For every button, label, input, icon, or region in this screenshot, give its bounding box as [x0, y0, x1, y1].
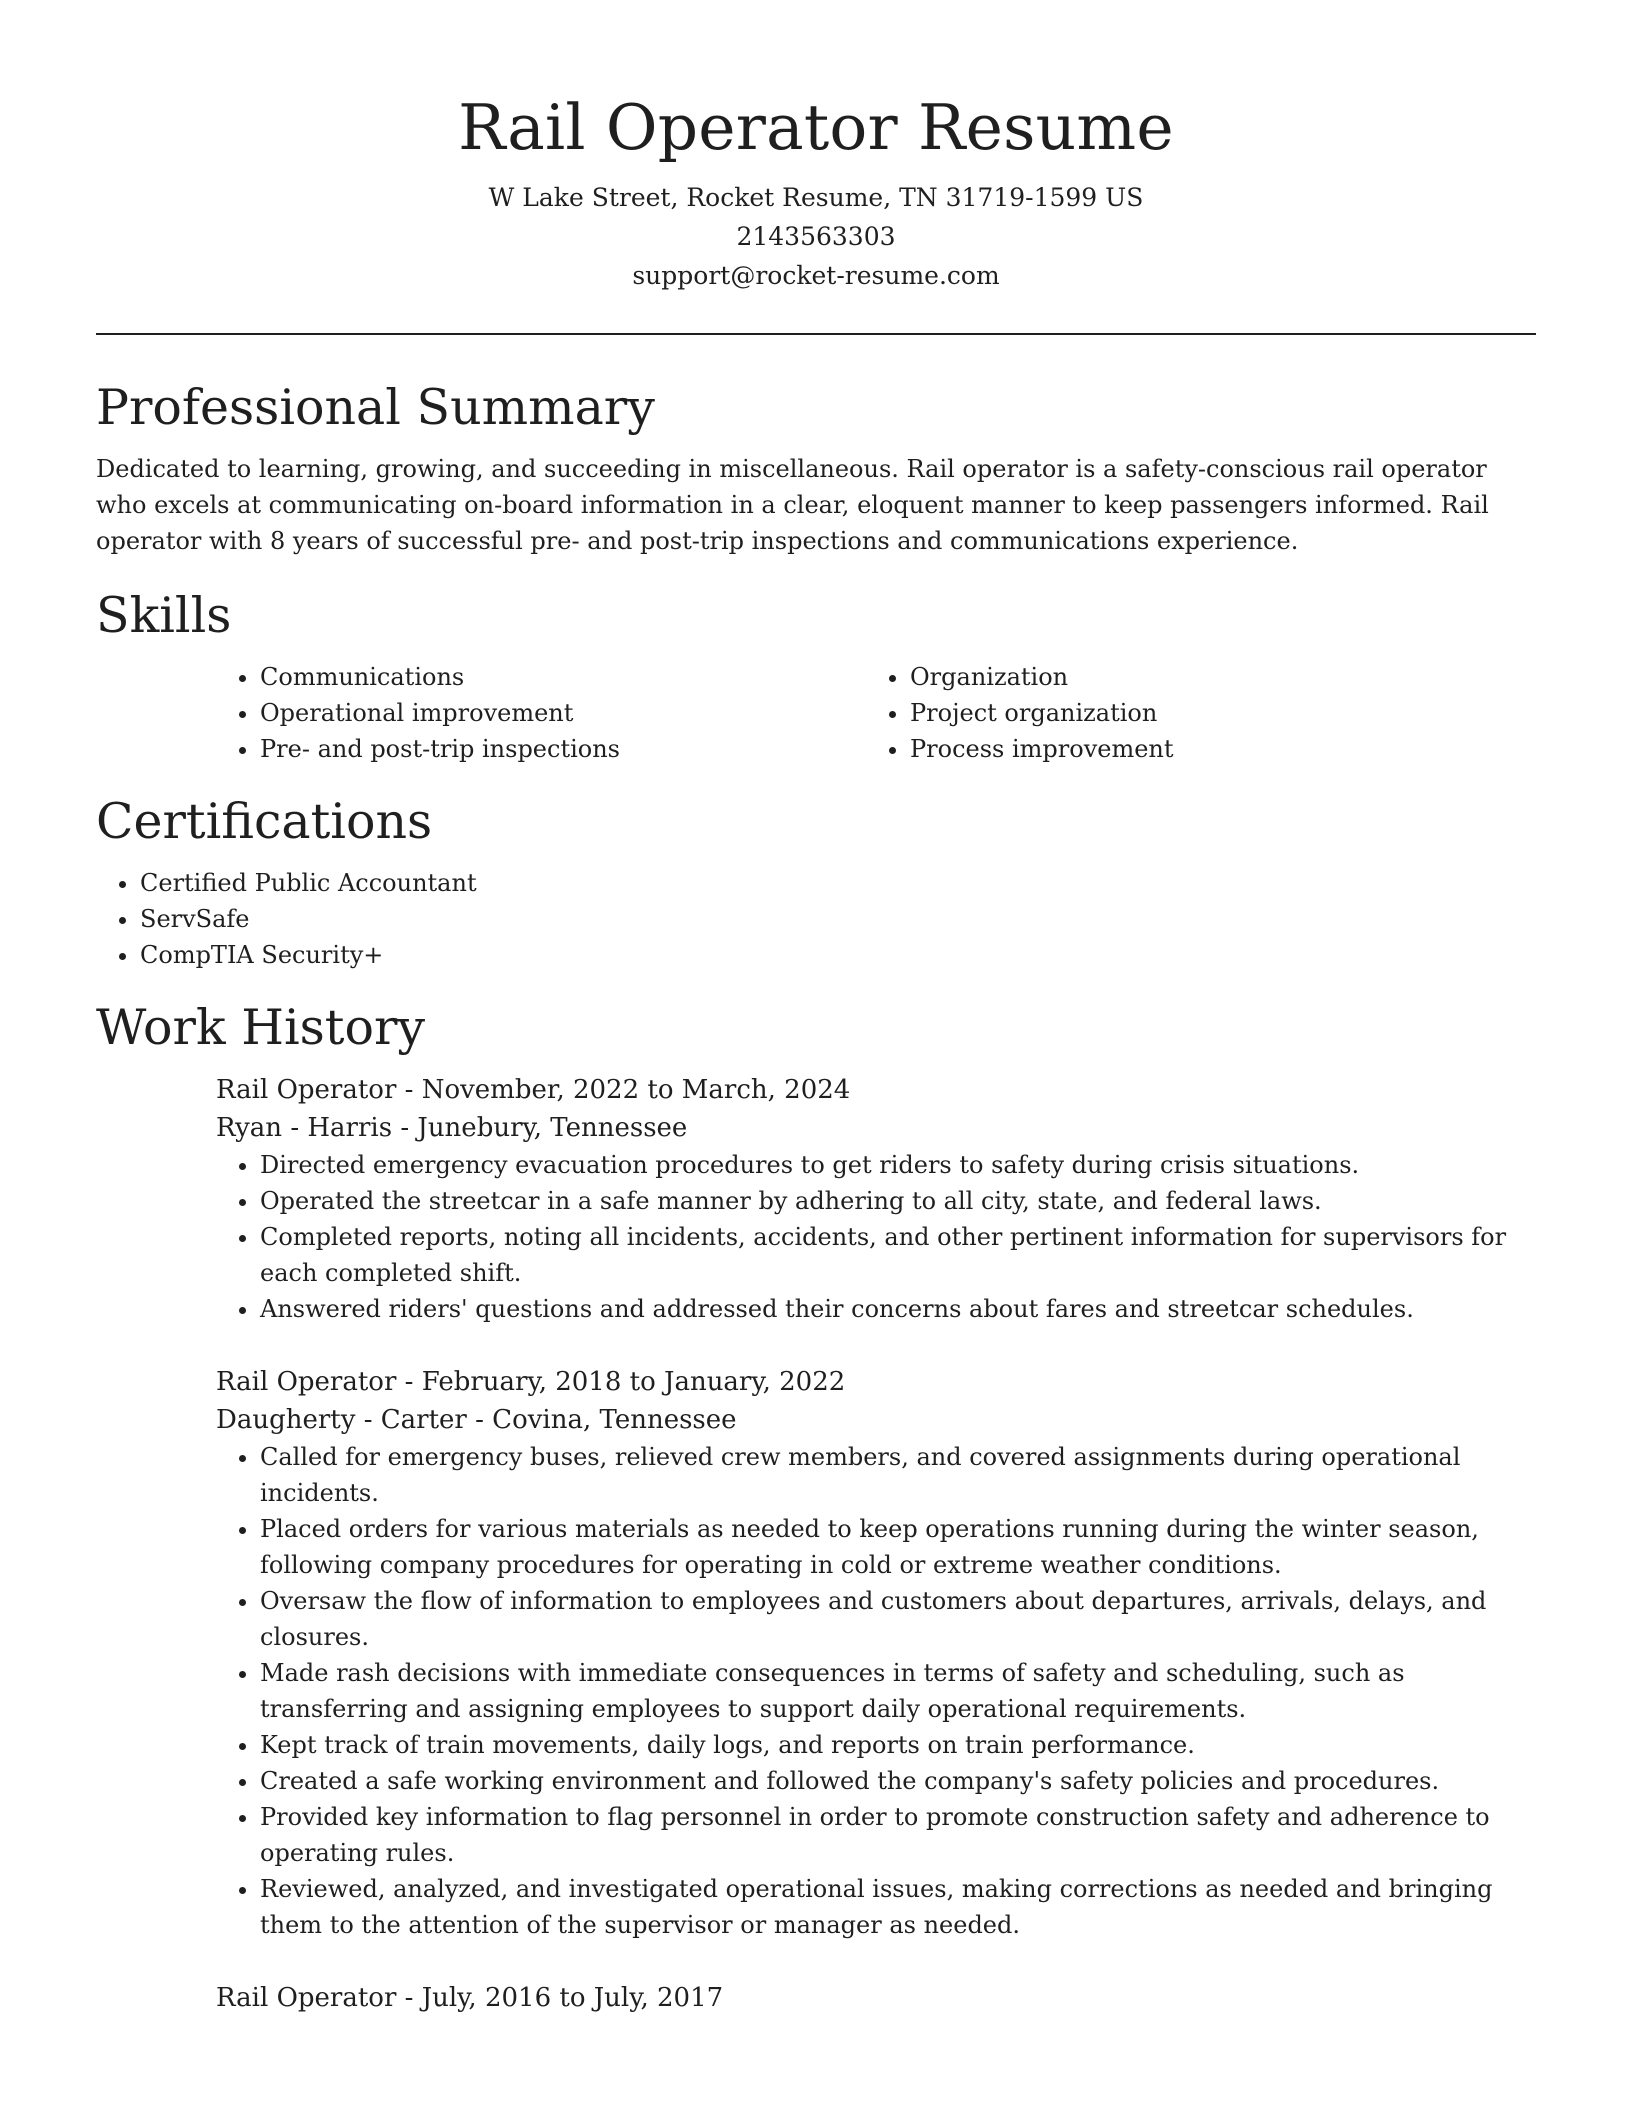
- job-company-line: Daugherty - Carter - Covina, Tennessee: [216, 1405, 737, 1435]
- certification-item: • CompTIA Security+: [140, 937, 1536, 973]
- job-bullet: • Oversaw the flow of information to employees and customers about departures, arrivals, delays, and closures.: [260, 1583, 1536, 1655]
- job-bullet: • Made rash decisions with immediate consequences in terms of safety and scheduling, such as transferring and assigning employees to support daily operational requirements.: [260, 1655, 1536, 1727]
- email-text: support@rocket-resume.com: [632, 261, 1000, 290]
- summary-text: Dedicated to learning, growing, and succeeding in miscellaneous. Rail operator is a safety-conscious rail operator who excels at communicating on-board information in a clear, eloquent manner to keep passengers informed. Rail operator with 8 years of successful pre- and post-trip inspections and communications experience.: [96, 455, 1489, 555]
- contact-block: [96, 178, 1536, 295]
- job-bullet: • Provided key information to flag personnel in order to promote construction safety and adherence to operating rules.: [260, 1799, 1536, 1871]
- phone-text: 2143563303: [736, 222, 896, 251]
- address-text: W Lake Street, Rocket Resume, TN 31719-1599 US: [488, 183, 1144, 212]
- certification-item: • ServSafe: [140, 901, 1536, 937]
- skill-item: • Project organization: [910, 695, 1516, 731]
- job-dates: July, 2016 to July, 2017: [421, 1983, 724, 2013]
- job-bullet: • Placed orders for various materials as needed to keep operations running during the winter season, following company procedures for operating in cold or extreme weather conditions.: [260, 1511, 1536, 1583]
- job-title-line: Rail Operator - July, 2016 to July, 2017: [216, 1983, 724, 2013]
- job-bullets: [216, 1439, 1536, 1943]
- job-entry: [216, 1979, 1536, 2017]
- certifications-heading: Certifications: [96, 793, 433, 850]
- certification-item: • Certified Public Accountant: [140, 865, 1536, 901]
- job-bullet: • Called for emergency buses, relieved crew members, and covered assignments during operational incidents.: [260, 1439, 1536, 1511]
- job-role: Rail Operator: [216, 1075, 397, 1105]
- job-bullet: • Completed reports, noting all incidents, accidents, and other pertinent information for supervisors for each completed shift.: [260, 1219, 1536, 1291]
- certifications-section: [96, 791, 1536, 973]
- skills-heading: Skills: [96, 587, 232, 644]
- job-title-line: Rail Operator - February, 2018 to January, 2022: [216, 1367, 846, 1397]
- skills-list-left: [216, 659, 866, 767]
- job-entry: [216, 1071, 1536, 1327]
- header-divider: [96, 333, 1536, 335]
- skill-item: • Process improvement: [910, 731, 1516, 767]
- job-role: Rail Operator: [216, 1983, 397, 2013]
- skill-item: • Operational improvement: [260, 695, 866, 731]
- job-location: Junebury, Tennessee: [417, 1113, 688, 1143]
- skill-item: • Pre- and post-trip inspections: [260, 731, 866, 767]
- job-bullet: • Kept track of train movements, daily logs, and reports on train performance.: [260, 1727, 1536, 1763]
- skills-grid: [216, 659, 1536, 767]
- job-entry: [216, 1363, 1536, 1943]
- job-bullet: • Answered riders' questions and addressed their concerns about fares and streetcar schedules.: [260, 1291, 1536, 1327]
- job-dates: November, 2022 to March, 2024: [421, 1075, 851, 1105]
- summary-heading: Professional Summary: [96, 379, 655, 436]
- job-bullet: • Created a safe working environment and followed the company's safety policies and procedures.: [260, 1763, 1536, 1799]
- skills-list-right: [866, 659, 1516, 767]
- job-bullet: • Directed emergency evacuation procedures to get riders to safety during crisis situations.: [260, 1147, 1536, 1183]
- job-company: Daugherty - Carter: [216, 1405, 467, 1435]
- skills-section: [96, 585, 1536, 767]
- job-location: Covina, Tennessee: [492, 1405, 737, 1435]
- skill-item: • Communications: [260, 659, 866, 695]
- job-bullet: • Reviewed, analyzed, and investigated operational issues, making corrections as needed and bringing them to the attention of the supervisor or manager as needed.: [260, 1871, 1536, 1943]
- job-role: Rail Operator: [216, 1367, 397, 1397]
- certifications-list: [96, 865, 1536, 973]
- work-section: [96, 997, 1536, 2017]
- job-dates: February, 2018 to January, 2022: [421, 1367, 846, 1397]
- skill-item: • Organization: [910, 659, 1516, 695]
- job-bullet: • Operated the streetcar in a safe manner by adhering to all city, state, and federal laws.: [260, 1183, 1536, 1219]
- resume-header: [96, 0, 1536, 295]
- job-bullets: [216, 1147, 1536, 1327]
- resume-page: [96, 0, 1536, 2053]
- job-company: Ryan - Harris: [216, 1113, 393, 1143]
- job-company-line: Ryan - Harris - Junebury, Tennessee: [216, 1113, 688, 1143]
- job-title-line: Rail Operator - November, 2022 to March, 2024: [216, 1075, 851, 1105]
- summary-section: [96, 377, 1536, 559]
- work-heading: Work History: [96, 999, 426, 1056]
- page-title: Rail Operator Resume: [458, 91, 1174, 164]
